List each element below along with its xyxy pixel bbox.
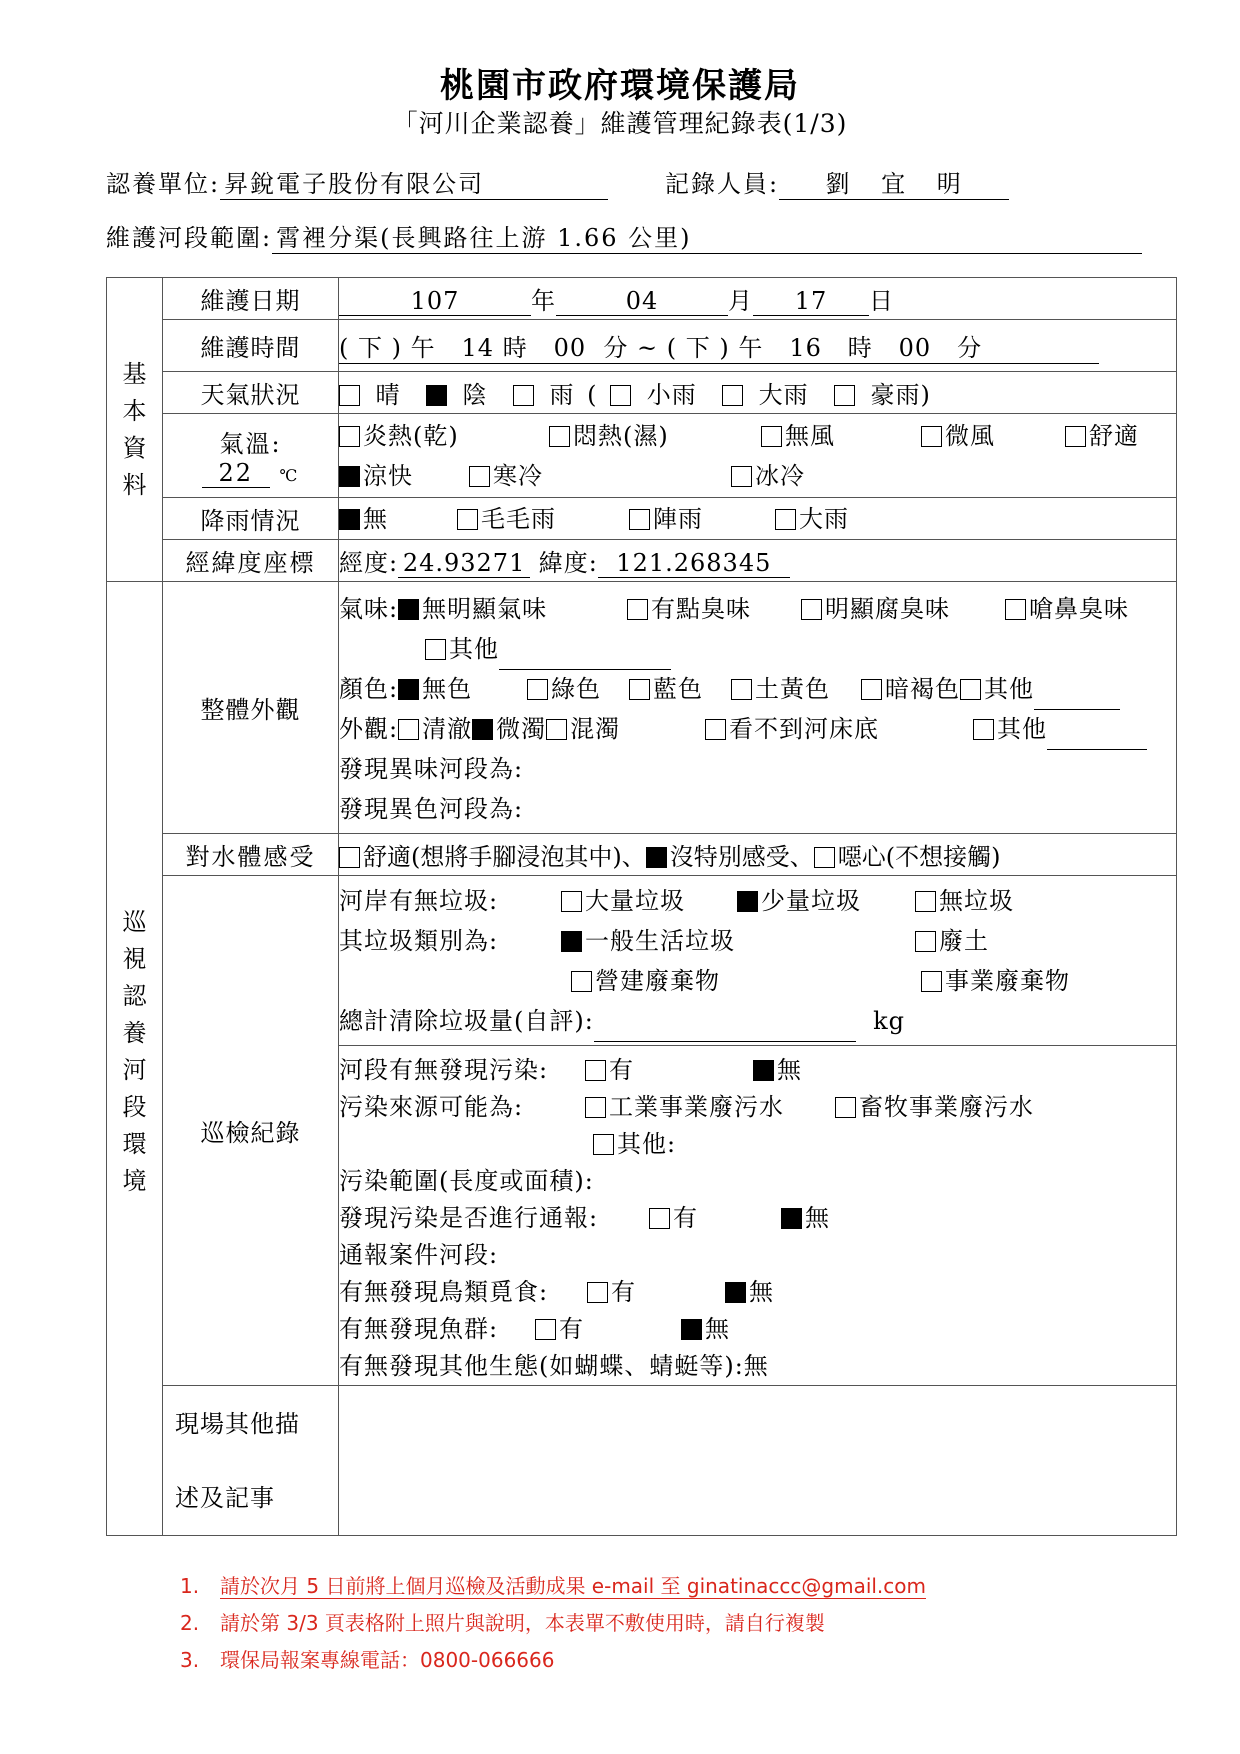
- weather-label: 天氣狀況: [163, 372, 339, 414]
- coord-label: 經緯度座標: [163, 540, 339, 582]
- odd-odor-section: 發現異味河段為:: [339, 754, 524, 783]
- checkbox-color-blue[interactable]: [629, 679, 650, 700]
- checkbox-light-rain[interactable]: [610, 385, 631, 406]
- adopt-unit: [106, 164, 608, 200]
- section-basic: 基本資料: [107, 278, 163, 582]
- odor-label: 氣味:: [339, 594, 399, 623]
- checkbox-report-yes[interactable]: [649, 1208, 670, 1229]
- checkbox-downpour[interactable]: [775, 509, 796, 530]
- checkbox-cloudy[interactable]: [426, 385, 447, 406]
- time-end-hour: 16: [789, 333, 822, 362]
- checkbox-drizzle[interactable]: [457, 509, 478, 530]
- trash-block: 河岸有無垃圾: 大量垃圾 少量垃圾 無垃圾 其垃圾類別為: 一般生活垃圾 廢土 營建廢棄物 事業廢棄物 總計清除垃圾量(自評): kg: [339, 876, 1177, 1046]
- adopt-unit-label: 認養單位:: [106, 170, 221, 198]
- checkbox-hot-dry[interactable]: [339, 426, 360, 447]
- checkbox-look-turbid[interactable]: [546, 719, 567, 740]
- latitude-label: 緯度:: [538, 549, 598, 577]
- appearance-label: 整體外觀: [163, 582, 339, 834]
- other-ecology: 有無發現其他生態(如蝴蝶、蜻蜓等):無: [339, 1352, 769, 1380]
- checkbox-odor-pungent[interactable]: [1005, 599, 1026, 620]
- checkbox-odor-slight[interactable]: [627, 599, 648, 620]
- checkbox-breeze[interactable]: [921, 426, 942, 447]
- temp-unit: ℃: [279, 465, 300, 485]
- record-table: [106, 277, 1177, 1536]
- date-month: 04: [556, 287, 728, 316]
- date-month-unit: 月: [728, 287, 753, 315]
- checkbox-odor-rotten[interactable]: [801, 599, 822, 620]
- note-2: 2. 請於第 3/3 頁表格附上照片與說明，本表單不敷使用時，請自行複製: [180, 1611, 825, 1635]
- section-patrol: 巡視認養河段環境: [107, 582, 163, 1536]
- time-start-minute: 00: [553, 333, 587, 362]
- checkbox-look-slightly-turbid[interactable]: [472, 719, 493, 740]
- rain-row: 無 毛毛雨 陣雨 大雨: [339, 498, 1177, 540]
- weather-row: 晴 陰 雨 ( 小雨 大雨 豪雨): [339, 372, 1177, 414]
- adopt-unit-value: 昇銳電子股份有限公司: [220, 164, 608, 200]
- pollution-label: 河段有無發現污染:: [339, 1056, 549, 1084]
- trash-type-label: 其垃圾類別為:: [339, 926, 499, 955]
- date-label: 維護日期: [163, 278, 339, 320]
- birds-label: 有無發現鳥類覓食:: [339, 1278, 549, 1306]
- date-year-unit: 年: [531, 287, 556, 315]
- river-range-label: 維護河段範圍:: [106, 224, 273, 252]
- checkbox-trash-soil[interactable]: [915, 931, 936, 952]
- report-label: 發現污染是否進行通報:: [339, 1204, 599, 1232]
- checkbox-pollution-no[interactable]: [753, 1060, 774, 1081]
- coord-row: [339, 540, 1177, 582]
- trash-total-unit: kg: [873, 1006, 905, 1035]
- feeling-row: 舒適(想將手腳浸泡其中)、 沒特別感受、 噁心(不想接觸): [339, 834, 1177, 876]
- checkbox-birds-no[interactable]: [725, 1282, 746, 1303]
- checkbox-sunny[interactable]: [339, 385, 360, 406]
- form-subtitle: 「河川企業認養」維護管理紀錄表(1/3): [392, 109, 848, 138]
- source-label: 污染來源可能為:: [339, 1093, 524, 1121]
- date-day-unit: 日: [869, 287, 894, 315]
- appearance-block: 氣味: 無明顯氣味 有點臭味 明顯腐臭味 嗆鼻臭味 其他 顏色: 無色 綠色 藍色 土黃色 暗褐色 其他 外觀: 清澈 微濁 混濁 看不到河床底 其他 發現異味河段為: 發現異色河段為:: [339, 582, 1177, 834]
- pollution-block: 河段有無發現污染: 有 無 污染來源可能為: 工業事業廢污水 畜牧事業廢污水 其他: 污染範圍(長度或面積): 發現污染是否進行通報: 有 無 通報案件河段: 有無發現鳥類覓食: 有 無 有無發現魚群: 有 無 有無發現其他生態(如蝴蝶、蜻蜓等):無: [339, 1046, 1177, 1386]
- river-range-value: 霄裡分渠(長興路往上游 1.66 公里): [272, 218, 1142, 254]
- checkbox-feel-disgust[interactable]: [814, 847, 835, 868]
- note-1: 1. 請於次月 5 日前將上個月巡檢及活動成果 e-mail 至 ginatinaccc@gmail.com: [180, 1574, 927, 1598]
- note-3: 3. 環保局報案專線電話：0800-066666: [180, 1648, 555, 1672]
- time-value: ( 下 ) 午 14 時 00 分 ~ ( 下 ) 午 16 時 00 分: [339, 328, 1099, 364]
- longitude-value: 24.93271: [398, 549, 530, 578]
- checkbox-pollution-yes[interactable]: [585, 1060, 606, 1081]
- look-label: 外觀:: [339, 714, 399, 743]
- checkbox-fish-no[interactable]: [681, 1319, 702, 1340]
- checkbox-odor-other[interactable]: [425, 639, 446, 660]
- temp-label: 氣溫:: [219, 429, 282, 458]
- notes-list: [180, 1568, 926, 1679]
- other-notes-input[interactable]: [339, 1386, 1177, 1536]
- date-row: [339, 278, 1177, 320]
- temp-cell: [163, 414, 339, 498]
- recorder-label: 記錄人員:: [665, 170, 780, 198]
- other-notes-label: 現場其他描 述及記事: [163, 1386, 339, 1536]
- checkbox-cold[interactable]: [469, 466, 490, 487]
- color-other-blank[interactable]: [1034, 669, 1120, 710]
- checkbox-source-industrial[interactable]: [585, 1097, 606, 1118]
- river-range: [106, 218, 1142, 254]
- recorder-value: 劉 宜 明: [779, 164, 1009, 200]
- latitude-value: 121.268345: [598, 549, 790, 578]
- longitude-label: 經度:: [339, 549, 399, 577]
- date-day: 17: [753, 287, 869, 316]
- time-row: [339, 320, 1177, 372]
- checkbox-source-livestock[interactable]: [835, 1097, 856, 1118]
- checkbox-feel-nothing[interactable]: [646, 847, 667, 868]
- checkbox-shower[interactable]: [629, 509, 650, 530]
- recorder: [665, 164, 1009, 200]
- checkbox-freezing[interactable]: [731, 466, 752, 487]
- checkbox-look-other[interactable]: [973, 719, 994, 740]
- checkbox-report-no[interactable]: [781, 1208, 802, 1229]
- checkbox-trash-small[interactable]: [737, 891, 758, 912]
- feeling-label: 對水體感受: [163, 834, 339, 876]
- checkbox-look-clear[interactable]: [398, 719, 419, 740]
- checkbox-source-other[interactable]: [593, 1134, 614, 1155]
- checkbox-storm[interactable]: [834, 385, 855, 406]
- time-start-hour: 14: [461, 333, 495, 362]
- checkbox-color-none[interactable]: [398, 679, 419, 700]
- pollution-range-label: 污染範圍(長度或面積):: [339, 1167, 594, 1195]
- trash-total-label: 總計清除垃圾量(自評):: [339, 1006, 594, 1035]
- time-end-ampm: ( 下 ) 午: [666, 333, 764, 362]
- checkbox-color-other[interactable]: [960, 679, 981, 700]
- fish-label: 有無發現魚群:: [339, 1315, 499, 1343]
- checkbox-no-wind[interactable]: [761, 426, 782, 447]
- checkbox-trash-none[interactable]: [915, 891, 936, 912]
- temp-value: 22: [202, 459, 270, 488]
- checkbox-feel-comfortable[interactable]: [339, 847, 360, 868]
- time-start-ampm: ( 下 ) 午: [339, 333, 436, 362]
- checkbox-cool[interactable]: [339, 466, 360, 487]
- checkbox-heavy-rain[interactable]: [722, 385, 743, 406]
- patrol-label: 巡檢紀錄: [163, 876, 339, 1386]
- checkbox-no-rain[interactable]: [339, 509, 360, 530]
- checkbox-trash-industrial[interactable]: [921, 971, 942, 992]
- checkbox-color-brown[interactable]: [861, 679, 882, 700]
- odor-other-blank[interactable]: [499, 629, 671, 670]
- form-title: 桃園市政府環境保護局: [440, 66, 800, 106]
- color-label: 顏色:: [339, 674, 399, 703]
- checkbox-trash-household[interactable]: [561, 931, 582, 952]
- temp-feel-row: 炎熱(乾) 悶熱(濕) 無風 微風 舒適 涼快 寒冷 冰冷: [339, 414, 1177, 498]
- look-other-blank[interactable]: [1047, 709, 1147, 750]
- checkbox-fish-yes[interactable]: [535, 1319, 556, 1340]
- checkbox-color-green[interactable]: [527, 679, 548, 700]
- trash-total-input[interactable]: [594, 1001, 856, 1042]
- bank-trash-label: 河岸有無垃圾:: [339, 886, 499, 915]
- checkbox-comfortable[interactable]: [1065, 426, 1086, 447]
- checkbox-color-yellow[interactable]: [731, 679, 752, 700]
- checkbox-birds-yes[interactable]: [587, 1282, 608, 1303]
- checkbox-rain[interactable]: [513, 385, 534, 406]
- report-case-label: 通報案件河段:: [339, 1241, 499, 1269]
- checkbox-look-no-bed[interactable]: [705, 719, 726, 740]
- time-label: 維護時間: [163, 320, 339, 372]
- checkbox-odor-none[interactable]: [398, 599, 419, 620]
- checkbox-trash-large[interactable]: [561, 891, 582, 912]
- rain-label: 降雨情況: [163, 498, 339, 540]
- date-year: 107: [339, 287, 531, 316]
- checkbox-trash-construction[interactable]: [571, 971, 592, 992]
- time-end-minute: 00: [898, 333, 932, 362]
- odd-color-section: 發現異色河段為:: [339, 794, 524, 823]
- checkbox-hot-humid[interactable]: [549, 426, 570, 447]
